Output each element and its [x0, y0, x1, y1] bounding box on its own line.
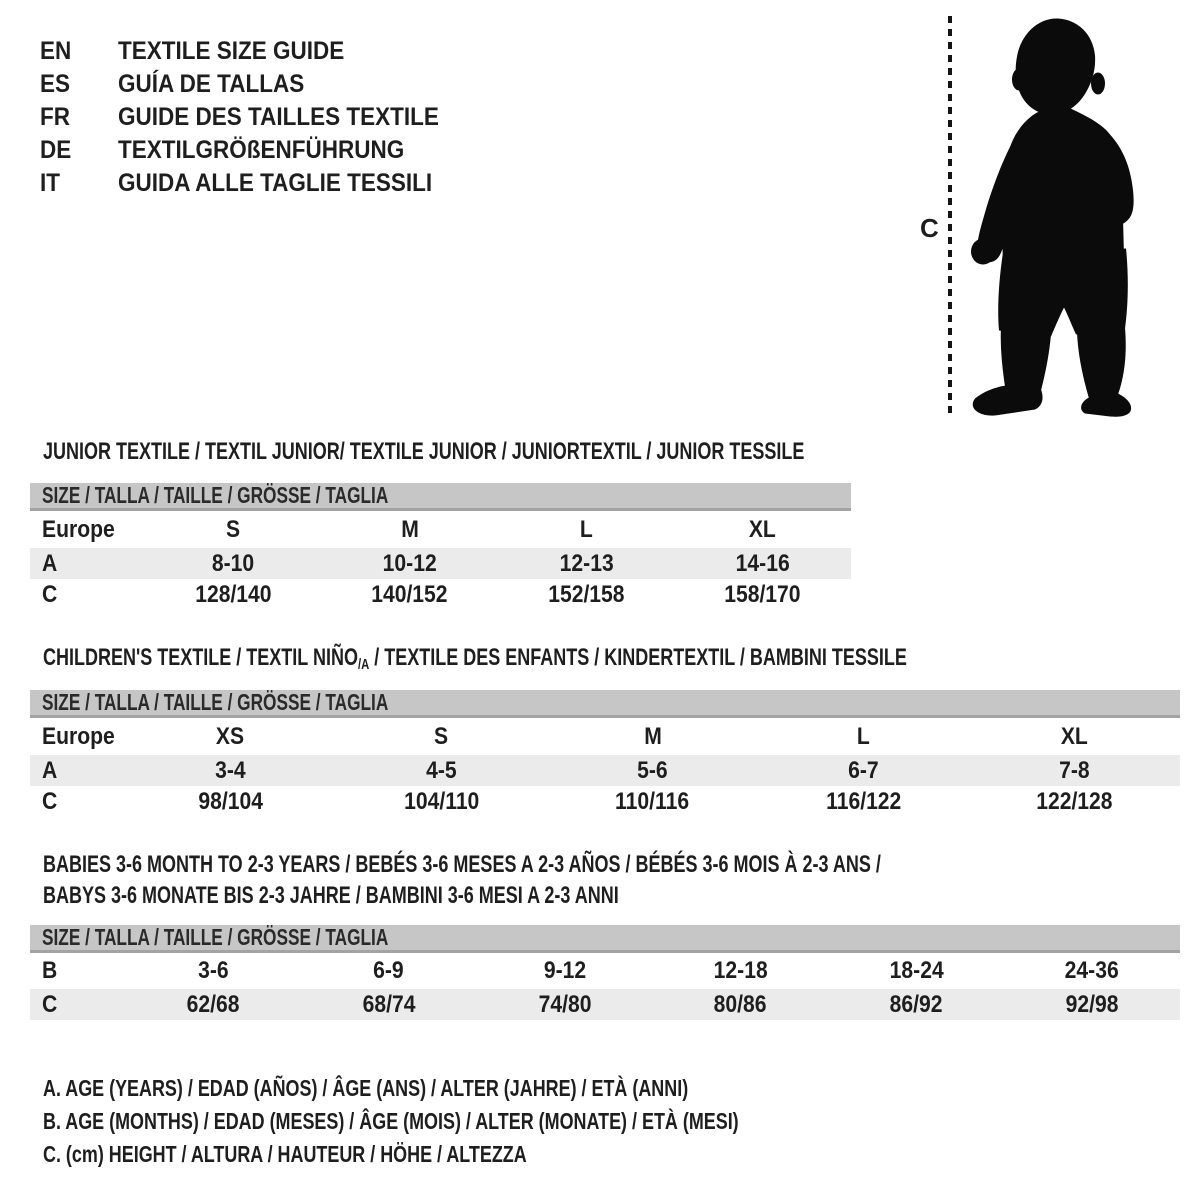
table-row-age [30, 755, 1180, 786]
size-header-bar [30, 483, 851, 511]
note-line-c: C. (cm) HEIGHT / ALTURA / HAUTEUR / HÖHE / ALTEZZA [43, 1141, 527, 1167]
size-value-cell: 128/140 [195, 581, 272, 608]
row-label-cell: A [42, 549, 58, 577]
size-value-cell: M [643, 722, 662, 750]
row-label-cell: C [42, 990, 58, 1018]
table-row-age-months [30, 953, 1180, 989]
size-header-bar [30, 925, 1180, 953]
row-label-cell: Europe [42, 722, 115, 750]
table-row-europe [30, 511, 851, 548]
size-value-cell: 122/128 [1036, 788, 1113, 815]
size-value-cell: 7-8 [1059, 756, 1090, 784]
language-row-es [40, 71, 680, 98]
section-heading-text: BABIES 3-6 MONTH TO 2-3 YEARS / BEBÉS 3-6 MESES A 2-3 AÑOS / BÉBÉS 3-6 MOIS À 2-3 ANS / [43, 851, 881, 878]
size-value-cell: 140/152 [371, 581, 448, 608]
size-value-cell: XL [749, 515, 777, 543]
size-value-cell: 18-24 [889, 957, 944, 984]
section-heading-babies [43, 849, 1160, 911]
size-value-cell: 24-36 [1065, 957, 1120, 984]
language-code: EN [40, 37, 72, 65]
size-value-cell: 62/68 [186, 990, 240, 1018]
size-value-cell: 74/80 [538, 990, 591, 1018]
guide-title: TEXTILGRÖßENFÜHRUNG [118, 136, 405, 164]
size-value-cell: 8-10 [212, 549, 255, 577]
guide-title: GUÍA DE TALLAS [118, 70, 305, 98]
size-value-cell: 10-12 [382, 549, 437, 577]
size-header-text: SIZE / TALLA / TAILLE / GRÖSSE / TAGLIA [42, 924, 389, 950]
table-row-europe [30, 718, 1180, 755]
size-value-cell: 6-7 [848, 756, 879, 784]
row-label-cell: Europe [42, 515, 115, 543]
size-value-cell: 68/74 [362, 990, 416, 1018]
toddler-silhouette-icon [963, 16, 1137, 417]
size-value-cell: 152/158 [548, 581, 625, 608]
size-value-cell: 98/104 [198, 788, 263, 815]
note-line-a: A. AGE (YEARS) / EDAD (AÑOS) / ÂGE (ANS) / ALTER (JAHRE) / ETÀ (ANNI) [43, 1075, 689, 1101]
size-value-cell: 3-6 [197, 957, 229, 984]
size-value-cell: 104/110 [403, 788, 480, 815]
size-value-cell: 116/122 [825, 788, 902, 815]
size-value-cell: XL [1060, 722, 1088, 750]
size-value-cell: 5-6 [637, 756, 668, 784]
row-label-cell: C [42, 788, 58, 815]
size-value-cell: S [226, 515, 241, 543]
size-value-cell: 4-5 [426, 756, 457, 784]
size-value-cell: 12-13 [559, 549, 614, 577]
size-value-cell: 14-16 [735, 549, 790, 577]
section-heading-junior [43, 436, 1058, 467]
size-value-cell: 9-12 [543, 957, 586, 984]
size-value-cell: 92/98 [1065, 990, 1119, 1018]
language-code: IT [40, 169, 60, 197]
size-table-children [30, 690, 1180, 818]
table-row-age [30, 548, 851, 579]
language-row-it [40, 170, 680, 197]
table-row-height [30, 989, 1180, 1020]
section-heading-text: BABYS 3-6 MONATE BIS 2-3 JAHRE / BAMBINI 3-6 MESI A 2-3 ANNI [43, 882, 619, 909]
size-value-cell: L [579, 515, 593, 543]
language-code: ES [40, 70, 71, 98]
guide-title: GUIDE DES TAILLES TEXTILE [118, 103, 439, 131]
table-row-height [30, 786, 1180, 818]
note-line-b: B. AGE (MONTHS) / EDAD (MESES) / ÂGE (MOIS) / ALTER (MONATE) / ETÀ (MESI) [43, 1108, 739, 1134]
language-row-en [40, 38, 680, 65]
size-value-cell: 12-18 [713, 957, 768, 984]
language-row-fr [40, 104, 680, 131]
size-header-text: SIZE / TALLA / TAILLE / GRÖSSE / TAGLIA [42, 482, 389, 508]
row-label-cell: C [42, 581, 58, 608]
size-value-cell: L [857, 722, 870, 750]
legend-notes [43, 1072, 935, 1171]
language-row-de [40, 137, 680, 164]
size-header-text: SIZE / TALLA / TAILLE / GRÖSSE / TAGLIA [42, 689, 389, 715]
size-header-bar [30, 690, 1180, 718]
size-value-cell: 6-9 [373, 957, 404, 984]
size-value-cell: S [434, 722, 449, 750]
guide-title: TEXTILE SIZE GUIDE [118, 37, 345, 65]
row-label-cell: A [42, 756, 58, 784]
row-label-cell: B [42, 957, 58, 984]
section-heading-children [43, 642, 1195, 680]
size-value-cell: 110/116 [615, 788, 690, 815]
language-code: FR [40, 103, 70, 131]
height-label-c: C [920, 213, 939, 243]
size-value-cell: XS [216, 722, 245, 750]
size-table-babies [30, 925, 1180, 1020]
guide-title: GUIDA ALLE TAGLIE TESSILI [118, 169, 433, 197]
size-value-cell: 80/86 [713, 990, 767, 1018]
size-value-cell: 3-4 [215, 756, 246, 784]
size-value-cell: M [400, 515, 419, 543]
size-value-cell: 158/170 [724, 581, 801, 608]
section-heading-text: CHILDREN'S TEXTILE / TEXTIL NIÑO/A / TEXTILE DES ENFANTS / KINDERTEXTIL / BAMBINI TESSILE [43, 644, 907, 673]
nino-a-subscript: /A [357, 656, 370, 673]
height-dashed-line [948, 16, 952, 415]
language-code: DE [40, 136, 72, 164]
table-row-height [30, 579, 851, 611]
size-table-junior [30, 483, 851, 611]
section-heading-text: JUNIOR TEXTILE / TEXTIL JUNIOR/ TEXTILE JUNIOR / JUNIORTEXTIL / JUNIOR TESSILE [43, 438, 805, 465]
size-value-cell: 86/92 [889, 990, 943, 1018]
